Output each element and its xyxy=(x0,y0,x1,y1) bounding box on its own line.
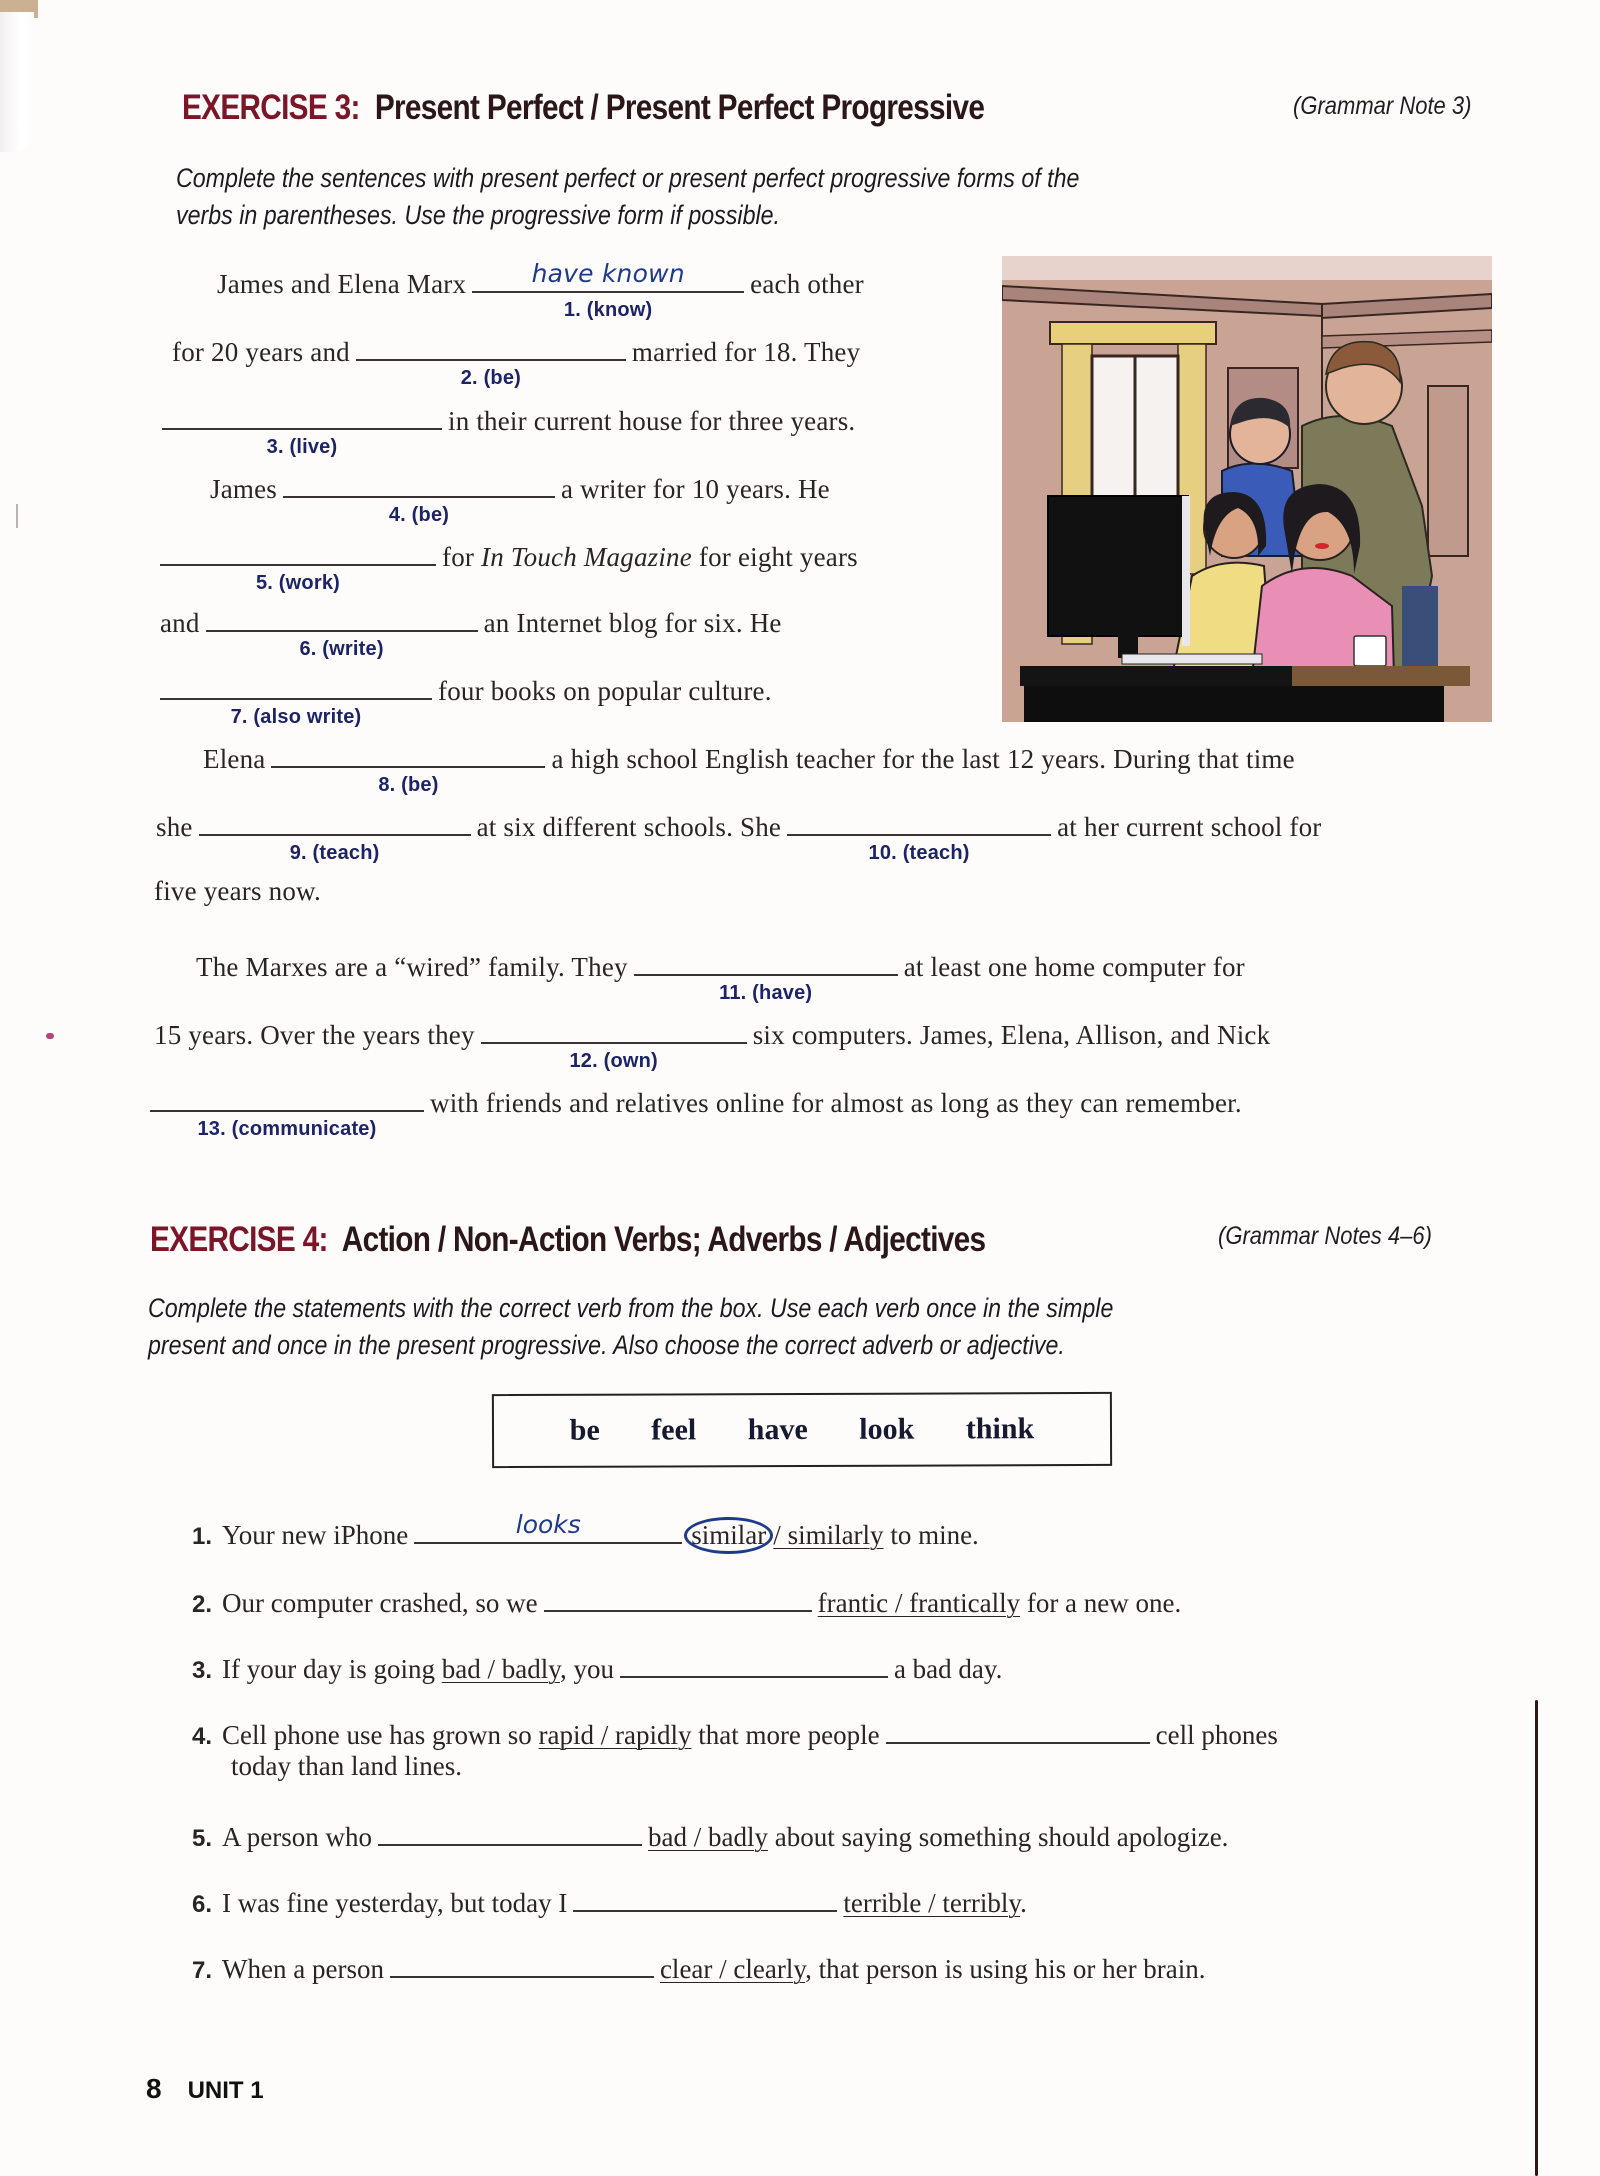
sentence-text: at her current school for xyxy=(1057,812,1322,842)
sentence-text: an Internet blog for six. He xyxy=(483,608,782,638)
item-number: 5. xyxy=(192,1825,213,1852)
ex3-line-3 xyxy=(162,402,856,458)
verb-cue: 13. (communicate) xyxy=(197,1118,377,1140)
instructions-line: present and once in the present progressive. Also choose the correct adverb or adjective. xyxy=(148,1330,1065,1360)
illustration-art xyxy=(1002,256,1492,722)
exercise-4-label: EXERCISE 4: xyxy=(150,1220,328,1259)
instructions-line: Complete the statements with the correct verb from the box. Use each verb once in the simple xyxy=(148,1293,1114,1323)
sentence-text: at six different schools. She xyxy=(476,812,782,842)
ex4-item-1 xyxy=(192,1510,979,1554)
ex4-item-3 xyxy=(192,1650,1002,1685)
sentence-text: Cell phone use has grown so xyxy=(222,1720,532,1750)
page-edge-line xyxy=(1535,1700,1538,2176)
answer-blank-9[interactable] xyxy=(199,808,471,864)
sentence-text: 15 years. Over the years they xyxy=(154,1020,475,1050)
sentence-text: for a new one. xyxy=(1026,1588,1182,1618)
answer-blank[interactable] xyxy=(886,1716,1150,1744)
sentence-text: for 20 years and xyxy=(172,337,350,367)
exercise-3-title: Present Perfect / Present Perfect Progressive xyxy=(374,88,985,127)
verb-cue: 1. (know) xyxy=(563,299,653,321)
item-number: 1. xyxy=(192,1523,213,1550)
sentence-text: four books on popular culture. xyxy=(438,676,772,706)
exercise-4-grammar-note: (Grammar Notes 4–6) xyxy=(1218,1222,1432,1250)
ex4-item-7 xyxy=(192,1950,1206,1985)
verb-cue: 12. (own) xyxy=(569,1050,658,1072)
word-box xyxy=(492,1392,1112,1468)
verb-cue: 11. (have) xyxy=(719,982,813,1004)
answer-blank-7[interactable] xyxy=(160,672,432,728)
sentence-text: in their current house for three years. xyxy=(448,406,856,436)
answer-blank-10[interactable] xyxy=(787,808,1051,864)
answer-blank[interactable] xyxy=(544,1584,812,1612)
answer-blank-4[interactable] xyxy=(283,470,555,526)
sentence-text: five years now. xyxy=(154,876,321,906)
choice-pair[interactable]: bad / badly xyxy=(441,1654,560,1684)
answer-blank[interactable] xyxy=(390,1950,654,1978)
sentence-text: . xyxy=(1020,1888,1027,1918)
exercise-3-heading xyxy=(182,88,984,128)
instructions-line: verbs in parentheses. Use the progressive form if possible. xyxy=(176,200,781,230)
answer-blank-11[interactable] xyxy=(634,948,898,1004)
choice-pair[interactable]: terrible / terribly xyxy=(843,1888,1021,1918)
answer-blank-13[interactable] xyxy=(150,1084,424,1140)
exercise-3-grammar-note: (Grammar Note 3) xyxy=(1293,92,1472,120)
sentence-text: that more people xyxy=(698,1720,880,1750)
item-number: 4. xyxy=(192,1723,213,1750)
ex3-line-4 xyxy=(210,470,830,526)
page-number: 8 xyxy=(146,2073,162,2104)
ex3-line-11 xyxy=(196,948,1245,1004)
ink-speck xyxy=(46,1033,54,1039)
sentence-text: each other xyxy=(750,269,864,299)
handwritten-answer: have known xyxy=(531,259,685,288)
item-number: 3. xyxy=(192,1657,213,1684)
sentence-text: with friends and relatives online for almost as long as they can remember. xyxy=(430,1088,1242,1118)
sentence-text: Our computer crashed, so we xyxy=(222,1588,538,1618)
sentence-text: Your new iPhone xyxy=(222,1520,409,1550)
verb-cue: 4. (be) xyxy=(388,504,450,526)
sentence-text: I was fine yesterday, but today I xyxy=(222,1888,568,1918)
verb-cue: 9. (teach) xyxy=(289,842,380,864)
sentence-text: a high school English teacher for the last 12 years. During that time xyxy=(551,744,1295,774)
item-number: 6. xyxy=(192,1891,213,1918)
ex3-line-1 xyxy=(217,259,864,321)
choice-pair[interactable]: bad / badly xyxy=(648,1822,768,1852)
ex4-item-5 xyxy=(192,1818,1228,1853)
sentence-text: at least one home computer for xyxy=(903,952,1245,982)
sentence-text: A person who xyxy=(222,1822,373,1852)
ex3-line-13 xyxy=(150,1084,1242,1140)
page-footer xyxy=(146,2073,264,2105)
choice-pair[interactable]: similar / similarly xyxy=(688,1520,883,1550)
verb-cue: 8. (be) xyxy=(378,774,439,796)
ex4-item-4 xyxy=(192,1716,1278,1782)
exercise-3-instructions xyxy=(176,160,1079,234)
sentence-text: James xyxy=(210,474,277,504)
answer-blank[interactable] xyxy=(378,1818,642,1846)
family-computer-illustration xyxy=(1002,256,1492,722)
answer-blank[interactable] xyxy=(414,1510,682,1544)
item-number: 2. xyxy=(192,1591,213,1618)
exercise-4-title: Action / Non-Action Verbs; Adverbs / Adjectives xyxy=(341,1220,986,1259)
answer-blank-6[interactable] xyxy=(206,604,478,660)
instructions-line: Complete the sentences with present perfect or present perfect progressive forms of the xyxy=(176,163,1080,193)
verb-cue: 6. (write) xyxy=(299,638,384,660)
answer-blank-3[interactable] xyxy=(162,402,442,458)
choice-pair[interactable]: rapid / rapidly xyxy=(538,1720,692,1750)
answer-blank-5[interactable] xyxy=(160,538,436,594)
sentence-text: cell phones xyxy=(1155,1720,1278,1750)
choice-pair[interactable]: frantic / frantically xyxy=(817,1588,1021,1618)
exercise-3-label: EXERCISE 3: xyxy=(182,88,360,127)
ex4-item-6 xyxy=(192,1884,1027,1919)
verb-cue: 10. (teach) xyxy=(868,842,970,864)
sentence-text: Elena xyxy=(203,744,266,774)
verb-cue: 3. (live) xyxy=(266,436,338,458)
ex3-line-12 xyxy=(154,1016,1271,1072)
circled-choice[interactable]: similar xyxy=(684,1517,773,1554)
sentence-text: , you xyxy=(559,1654,614,1684)
choice-option[interactable]: similarly xyxy=(787,1520,884,1550)
exercise-4-heading xyxy=(150,1220,985,1260)
ex3-line-10 xyxy=(154,876,321,907)
exercise-4-instructions xyxy=(148,1290,1113,1364)
word-box-verb: be xyxy=(569,1413,600,1447)
answer-blank-2[interactable] xyxy=(356,333,626,389)
ex3-line-6 xyxy=(160,604,782,660)
verb-cue: 7. (also write) xyxy=(230,706,362,728)
sentence-text: a bad day. xyxy=(893,1654,1003,1684)
answer-blank-1[interactable] xyxy=(472,259,744,321)
word-box-verb: have xyxy=(747,1412,808,1447)
sentence-text: six computers. James, Elena, Allison, and Nick xyxy=(752,1020,1271,1050)
ex3-line-9 xyxy=(156,808,1322,864)
verb-cue: 2. (be) xyxy=(460,367,522,389)
sentence-text: and xyxy=(160,608,200,638)
sentence-text: married for 18. They xyxy=(631,337,861,367)
answer-blank[interactable] xyxy=(573,1884,837,1912)
sentence-text: James and Elena Marx xyxy=(217,269,467,299)
sentence-text-continued: today than land lines. xyxy=(231,1751,462,1781)
word-box-verb: feel xyxy=(651,1413,697,1447)
ex3-line-7 xyxy=(160,672,772,728)
answer-blank-12[interactable] xyxy=(481,1016,747,1072)
margin-mark xyxy=(16,504,18,528)
ex3-line-2 xyxy=(172,333,861,389)
handwritten-answer: looks xyxy=(515,1510,581,1539)
ex3-line-8 xyxy=(203,740,1295,796)
word-box-verb: look xyxy=(859,1412,915,1446)
unit-label: UNIT 1 xyxy=(187,2077,264,2104)
magazine-title: In Touch Magazine xyxy=(481,542,692,572)
sentence-text: she xyxy=(156,812,193,842)
page-curl xyxy=(0,12,34,152)
item-number: 7. xyxy=(192,1957,213,1984)
word-box-verb: think xyxy=(965,1412,1035,1446)
answer-blank[interactable] xyxy=(620,1650,888,1678)
sentence-text: , that person is using his or her brain. xyxy=(805,1954,1206,1984)
sentence-text: to mine. xyxy=(890,1520,979,1550)
ex3-line-5 xyxy=(160,538,858,594)
choice-pair[interactable]: clear / clearly xyxy=(659,1954,806,1984)
answer-blank-8[interactable] xyxy=(271,740,545,796)
sentence-text: The Marxes are a “wired” family. They xyxy=(196,952,628,982)
sentence-text: When a person xyxy=(222,1954,384,1984)
ex4-item-2 xyxy=(192,1584,1181,1619)
sentence-text: a writer for 10 years. He xyxy=(560,474,830,504)
sentence-text: for eight years xyxy=(698,542,858,572)
sentence-text: for xyxy=(442,542,475,572)
sentence-text: about saying something should apologize. xyxy=(774,1822,1229,1852)
sentence-text: If your day is going xyxy=(222,1654,435,1684)
verb-cue: 5. (work) xyxy=(255,572,341,594)
